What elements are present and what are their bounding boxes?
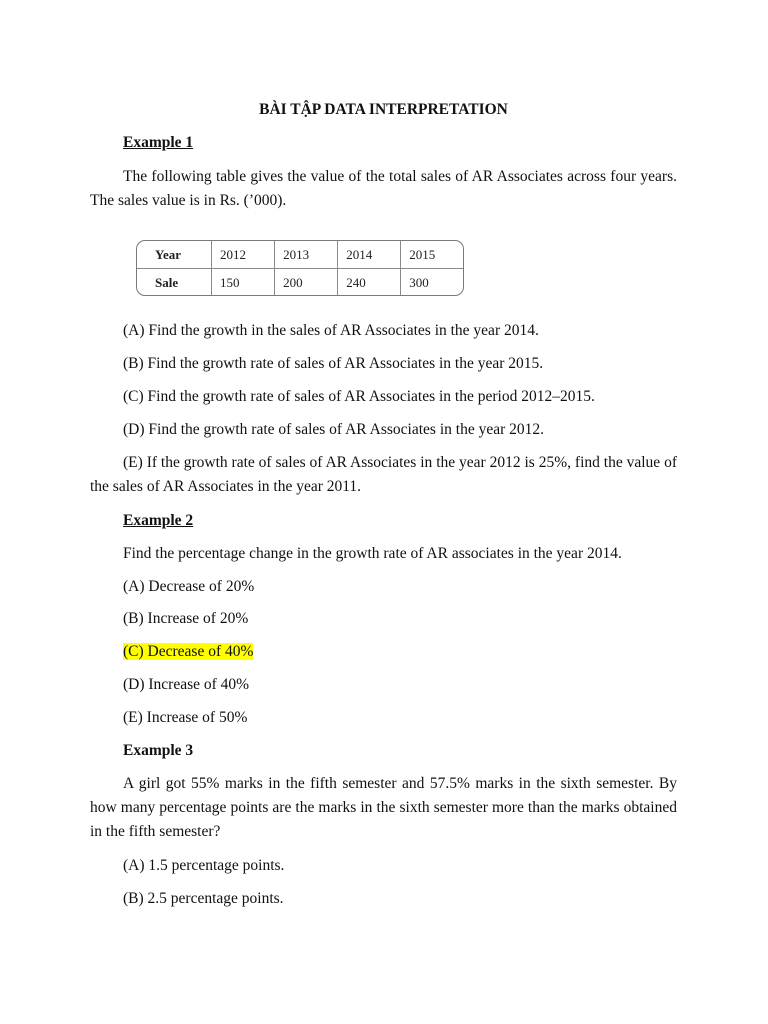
table-cell: 2014 <box>338 241 401 269</box>
example-2-heading: Example 2 <box>123 512 194 529</box>
highlighted-answer: (C) Decrease of 40% <box>123 643 254 660</box>
table-cell: 300 <box>401 269 463 297</box>
example-1-question-b: (B) Find the growth rate of sales of AR Associates in the year 2015. <box>123 355 544 372</box>
example-2-option-e: (E) Increase of 50% <box>123 709 248 726</box>
example-3-question: A girl got 55% marks in the fifth semester and 57.5% marks in the sixth semester. By how many percentage points are the marks in the sixth semester more than the marks obtained in the fifth semester? <box>90 775 677 840</box>
table-cell: 2012 <box>212 241 275 269</box>
example-2-option-a: (A) Decrease of 20% <box>123 578 255 595</box>
example-2-option-c <box>90 640 677 664</box>
example-3-option-b: (B) 2.5 percentage points. <box>123 890 284 907</box>
example-1-heading: Example 1 <box>123 134 194 151</box>
example-3-heading: Example 3 <box>123 742 194 759</box>
table-row-label: Sale <box>137 269 212 297</box>
example-2-option-b: (B) Increase of 20% <box>123 610 249 627</box>
table-cell: 200 <box>275 269 338 297</box>
table-row-year <box>137 241 463 269</box>
example-1-question-d: (D) Find the growth rate of sales of AR Associates in the year 2012. <box>123 421 544 438</box>
example-1-question-e: (E) If the growth rate of sales of AR Associates in the year 2012 is 25%, find the value of the sales of AR Associates in the year 2011. <box>90 454 677 495</box>
document-title: BÀI TẬP DATA INTERPRETATION <box>259 101 508 118</box>
example-1-intro: The following table gives the value of the total sales of AR Associates across four years. The sales value is in Rs. (’000). <box>90 168 677 209</box>
table-cell: 150 <box>212 269 275 297</box>
example-3-option-a: (A) 1.5 percentage points. <box>123 857 285 874</box>
table-cell: 2013 <box>275 241 338 269</box>
sales-table <box>136 240 464 296</box>
example-1-question-a: (A) Find the growth in the sales of AR Associates in the year 2014. <box>123 322 539 339</box>
table-cell: 2015 <box>401 241 463 269</box>
example-1-question-c: (C) Find the growth rate of sales of AR Associates in the period 2012–2015. <box>123 388 595 405</box>
example-2-question: Find the percentage change in the growth rate of AR associates in the year 2014. <box>123 545 622 562</box>
table-cell: 240 <box>338 269 401 297</box>
table-row-label: Year <box>137 241 212 269</box>
table-row-sale <box>137 269 463 297</box>
example-2-option-d: (D) Increase of 40% <box>123 676 250 693</box>
